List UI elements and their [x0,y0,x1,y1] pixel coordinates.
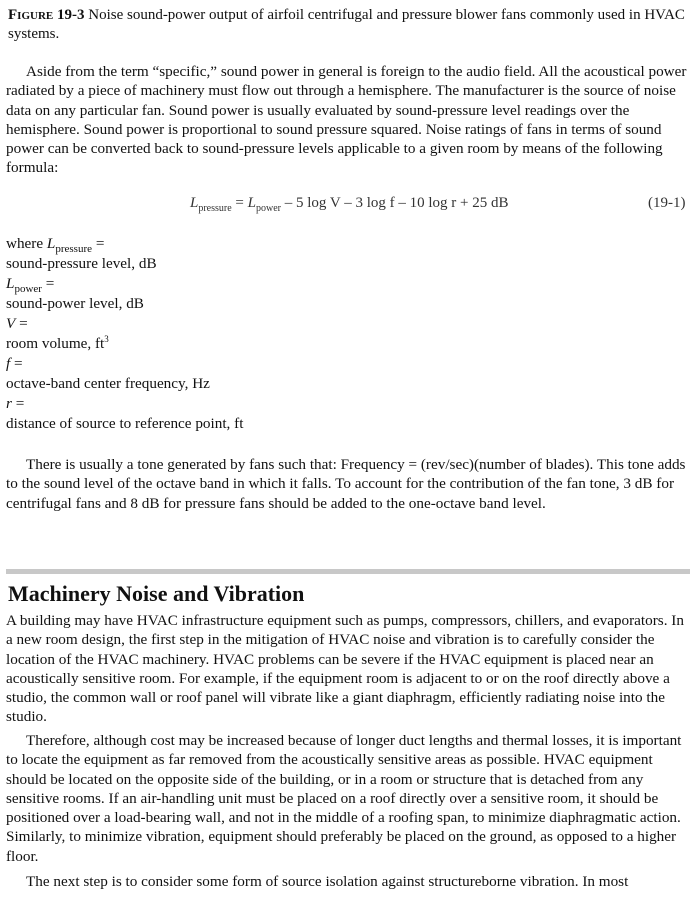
section-paragraph-1: A building may have HVAC infrastructure equipment such as pumps, compressors, chillers, and evaporators. In a new room design, the first step in the mitigation of HVAC noise and vibration is to carefully consider the location of the HVAC machinery. HVAC problems can be severe if the HVAC equipment is placed near an acoustically sensitive room. For example, if the equipment room is adjacent to or on the roof directly above a studio, the common wall or roof panel will vibrate like a giant diaphragm, efficiently radiating noise into the studio. [6,612,684,726]
definition-meaning: sound-power level, dB [6,295,144,312]
definition-meaning: distance of source to reference point, ft [6,415,244,432]
definition-meaning: room volume, $ft^3$ [6,334,109,352]
fan-tone-paragraph: There is usually a tone generated by fans such that: Frequency = (rev/sec)(number of blades). This tone adds to the sound level of the octave band in which it falls. To account for the contribution of the fan tone, 3 dB for centrifugal fans and 8 dB for pressure fans should be added to the one-octave band level. [6,456,686,512]
definition-meaning: sound-pressure level, dB [6,255,157,272]
definition-term: V = [6,315,28,332]
definition-term: where $L_{pressure}$ = [6,235,105,255]
formula-19-1: $L_{pressure} = L_{power} - 5$ log V – 3 log f – 10 log r + 25 dB [190,195,509,214]
equation-number: (19-1) [648,195,686,211]
figure-label: Figure 19-3 [8,7,85,23]
definition-meaning: octave-band center frequency, Hz [6,375,210,392]
definition-term: r = [6,395,25,412]
section-divider [6,569,690,574]
section-heading: Machinery Noise and Vibration [8,581,305,606]
formula-definitions [6,234,406,434]
definition-term: $L_{power}$ = [6,275,55,295]
section-paragraph-3: The next step is to consider some form of source isolation against structureborne vibration. In most [26,873,629,890]
definition-term: f = [6,355,23,372]
figure-caption-text: Noise sound-power output of airfoil centrifugal and pressure blower fans commonly used in HVAC systems. [8,7,685,42]
intro-paragraph: Aside from the term “specific,” sound power in general is foreign to the audio field. All the acoustical power radiated by a piece of machinery must flow out through a hemisphere. The manufacturer is the source of noise data on any particular fan. Sound power is usually evaluated by sound-pressure level readings over the hemisphere. Sound power is proportional to sound pressure squared. Noise ratings of fans in terms of sound power can be converted back to sound-pressure levels applicable to a given room by means of the following formula: [6,63,687,177]
figure-caption [8,6,688,44]
section-paragraph-2: Therefore, although cost may be increased because of longer duct lengths and thermal losses, it is important to locate the equipment as far removed from the acoustically sensitive areas as possible. HVAC equipment should be located on the opposite side of the building, or in a room or structure that is detached from any sensitive rooms. If an air-handling unit must be placed on a roof directly over a sensitive room, it should be positioned over a load-bearing wall, and not in the middle of a roofing span, to minimize diaphragmatic action. Similarly, to minimize vibration, equipment should preferably be placed on the ground, as opposed to a higher floor. [6,732,682,865]
